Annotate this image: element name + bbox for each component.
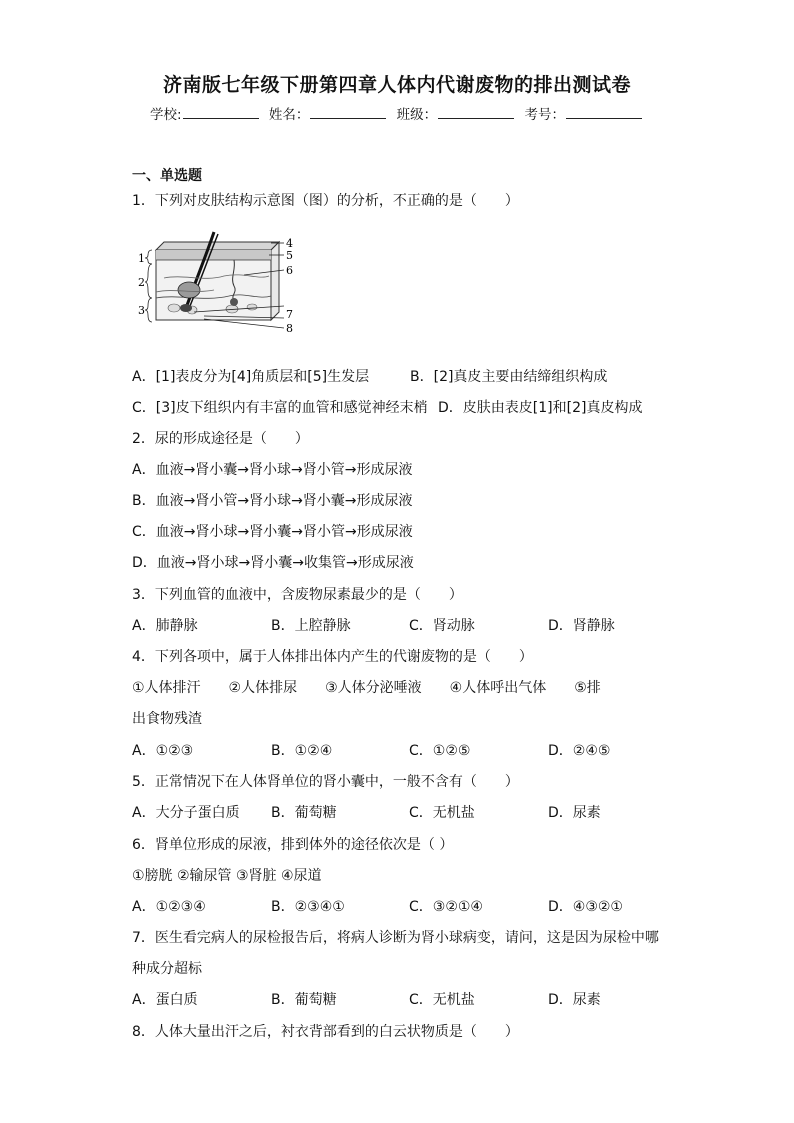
exam-number-blank[interactable] <box>566 104 642 119</box>
question-1-option-c[interactable]: C．[3]皮下组织内有丰富的血管和感觉神经末梢 <box>132 400 428 416</box>
diagram-label-4: 4 <box>286 237 293 250</box>
question-3-stem: 3．下列血管的血液中，含废物尿素最少的是（ ） <box>132 587 463 603</box>
class-blank[interactable] <box>438 104 514 119</box>
question-5-option-c[interactable]: C．无机盐 <box>409 805 475 821</box>
question-4-items-cont: 出食物残渣 <box>132 711 202 727</box>
diagram-label-1: 1 <box>138 252 145 265</box>
question-1-option-d[interactable]: D．皮肤由表皮[1]和[2]真皮构成 <box>438 400 643 416</box>
question-6-stem: 6．肾单位形成的尿液，排到体外的途径依次是（ ） <box>132 837 454 853</box>
question-3-option-d[interactable]: D．肾静脉 <box>548 618 615 634</box>
diagram-label-3: 3 <box>138 304 145 317</box>
page-title: 济南版七年级下册第四章人体内代谢废物的排出测试卷 <box>162 74 631 96</box>
question-5-option-d[interactable]: D．尿素 <box>548 805 601 821</box>
exam-number-label: 考号： <box>524 107 565 123</box>
question-3-option-a[interactable]: A．肺静脉 <box>132 618 198 634</box>
question-1-stem: 1．下列对皮肤结构示意图（图）的分析，不正确的是（ ） <box>132 193 519 209</box>
question-2-stem: 2．尿的形成途径是（ ） <box>132 431 309 447</box>
student-info-row <box>0 103 794 123</box>
question-2-option-c[interactable]: C．血液→肾小球→肾小囊→肾小管→形成尿液 <box>132 524 413 540</box>
question-7-option-c[interactable]: C．无机盐 <box>409 992 475 1008</box>
question-4-option-c[interactable]: C．①②⑤ <box>409 743 471 759</box>
question-4-option-d[interactable]: D．②④⑤ <box>548 743 611 759</box>
name-label: 姓名： <box>268 107 310 123</box>
question-7-option-b[interactable]: B．葡萄糖 <box>271 992 337 1008</box>
diagram-label-2: 2 <box>138 276 145 289</box>
question-4-items: ①人体排汗 ②人体排尿 ③人体分泌唾液 ④人体呼出气体 ⑤排 <box>132 680 601 696</box>
question-4-option-b[interactable]: B．①②④ <box>271 743 333 759</box>
question-5-option-a[interactable]: A．大分子蛋白质 <box>132 805 240 821</box>
question-4-option-a[interactable]: A．①②③ <box>132 743 194 759</box>
question-4-stem: 4．下列各项中，属于人体排出体内产生的代谢废物的是（ ） <box>132 649 533 665</box>
school-label: 学校: <box>150 107 182 123</box>
question-6-option-c[interactable]: C．③②①④ <box>409 899 483 915</box>
question-3-option-b[interactable]: B．上腔静脉 <box>271 618 351 634</box>
question-7-stem: 7．医生看完病人的尿检报告后，将病人诊断为肾小球病变，请问，这是因为尿检中哪 <box>132 930 659 946</box>
diagram-label-7: 7 <box>286 308 293 321</box>
question-7-stem-cont: 种成分超标 <box>132 961 202 977</box>
question-6-option-d[interactable]: D．④③②① <box>548 899 623 915</box>
question-7-option-d[interactable]: D．尿素 <box>548 992 601 1008</box>
school-blank[interactable] <box>183 104 259 119</box>
question-1-option-a[interactable]: A．[1]表皮分为[4]角质层和[5]生发层 <box>132 369 370 385</box>
question-8-stem: 8．人体大量出汗之后，衬衣背部看到的白云状物质是（ ） <box>132 1024 519 1040</box>
diagram-label-6: 6 <box>286 264 293 277</box>
diagram-label-8: 8 <box>286 322 293 335</box>
question-3-option-c[interactable]: C．肾动脉 <box>409 618 475 634</box>
section-title: 一、单选题 <box>132 168 202 184</box>
question-2-option-b[interactable]: B．血液→肾小管→肾小球→肾小囊→形成尿液 <box>132 493 413 509</box>
question-6-option-a[interactable]: A．①②③④ <box>132 899 206 915</box>
question-6-option-b[interactable]: B．②③④① <box>271 899 345 915</box>
question-1-option-b[interactable]: B．[2]真皮主要由结缔组织构成 <box>410 369 608 385</box>
question-2-option-d[interactable]: D．血液→肾小球→肾小囊→收集管→形成尿液 <box>132 555 414 571</box>
question-5-stem: 5．正常情况下在人体肾单位的肾小囊中，一般不含有（ ） <box>132 774 519 790</box>
question-2-option-a[interactable]: A．血液→肾小囊→肾小球→肾小管→形成尿液 <box>132 462 413 478</box>
skin-structure-diagram <box>134 230 304 342</box>
diagram-label-5: 5 <box>286 249 293 262</box>
name-blank[interactable] <box>310 104 386 119</box>
question-7-option-a[interactable]: A．蛋白质 <box>132 992 198 1008</box>
question-5-option-b[interactable]: B．葡萄糖 <box>271 805 337 821</box>
question-6-items: ①膀胱 ②输尿管 ③肾脏 ④尿道 <box>132 868 322 884</box>
class-label: 班级： <box>396 107 438 123</box>
